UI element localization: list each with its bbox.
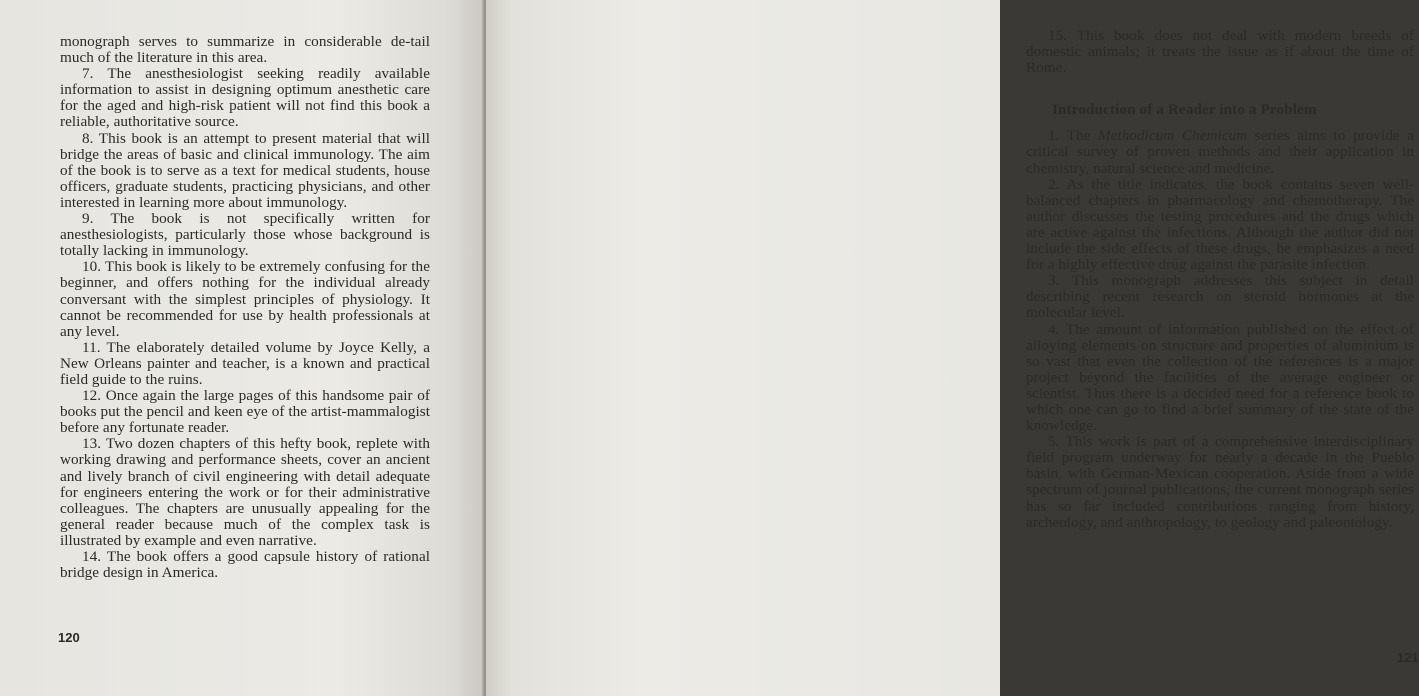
paragraph: 14. The book offers a good capsule history of rational bridge design in America. — [60, 548, 430, 582]
paragraph: 4. The amount of information published on the effect of alloying elements on structure and properties of aluminium is so vast that even the collection of the references is a major project beyond the facilities of the average engineer or scientist. Thus there is a decided need for a reference book to which one can go to find a brief summary of the state of the knowledge. — [1026, 320, 1414, 435]
paragraph: 9. The book is not specifically written for anesthesiologists, particularly those whose background is totally lacking in immunology. — [60, 210, 430, 260]
right-page — [486, 0, 1419, 696]
paragraph: 2. As the title indicates, the book contains seven well-balanced chapters in pharmacology and chemotherapy. The author discusses the testing procedures and the drugs which are active against the infections. Although the author did not include the side effects of these drugs, he emphasizes a need for a highly effective drug against the parasite infection. — [1026, 175, 1414, 274]
paragraph: monograph serves to summarize in considerable de-tail much of the literature in this area. — [60, 33, 430, 67]
paragraph: 7. The anesthesiologist seeking readily available information to assist in designing optimum anesthetic care for the aged and high-risk patient will not find this book a reliable, authoritative source. — [60, 65, 430, 131]
right-page-text — [1026, 28, 1414, 531]
page-number-right: 121 — [1397, 650, 1419, 665]
left-page-text — [60, 34, 430, 581]
section-heading: Introduction of a Reader into a Problem — [1052, 101, 1317, 119]
series-title: Methodicum Chemicum — [1097, 127, 1248, 145]
right-page-paragraphs — [1026, 177, 1414, 531]
paragraph: 3. This monograph addresses this subject in detail describing recent research on steroid hormones at the molecular level. — [1026, 272, 1414, 322]
paragraph: 10. This book is likely to be extremely confusing for the beginner, and offers nothing for the individual already conversant with the simplest principles of physiology. It cannot be recommended for use by health professionals at any level. — [60, 258, 430, 340]
paragraph-text: 1. The — [1048, 127, 1098, 145]
page-number-left: 120 — [58, 630, 80, 645]
paragraph: 12. Once again the large pages of this handsome pair of books put the pencil and keen eye of the artist-mammalogist before any fortunate reader. — [60, 387, 430, 437]
paragraph: 15. This book does not deal with modern breeds of domestic animals; it treats the issue as if about the time of Rome. — [1026, 27, 1414, 77]
paragraph — [1026, 128, 1414, 176]
paragraph: 8. This book is an attempt to present material that will bridge the areas of basic and clinical immunology. The aim of the book is to serve as a text for medical students, house officers, graduate students, practicing physicians, and other interested in learning more about immunology. — [60, 129, 430, 211]
paragraph: 5. This work is part of a comprehensive interdisciplinary field program underway for nearly a decade in the Pueblo basin, with German-Mexican cooperation. Aside from a wide spectrum of journal publications, the current monograph series has so far included contributions ranging from history, archeology, and anthropology, to geology and paleontology. — [1026, 433, 1414, 531]
left-page — [0, 0, 484, 696]
paragraph: 11. The elaborately detailed volume by Joyce Kelly, a New Orleans painter and teacher, is a known and practical field guide to the ruins. — [60, 338, 430, 388]
paragraph: 13. Two dozen chapters of this hefty book, replete with working drawing and performance sheets, cover an ancient and lively branch of civil engineering with detail adequate for engineers entering the work or for their administrative colleagues. The chapters are unusually appealing for the general reader because much of the complex task is illustrated by example and even narrative. — [60, 435, 430, 549]
paragraph-text: series aims to provide a critical survey of proven methods and their application in chemistry, natural science and medicine. — [1026, 127, 1414, 177]
